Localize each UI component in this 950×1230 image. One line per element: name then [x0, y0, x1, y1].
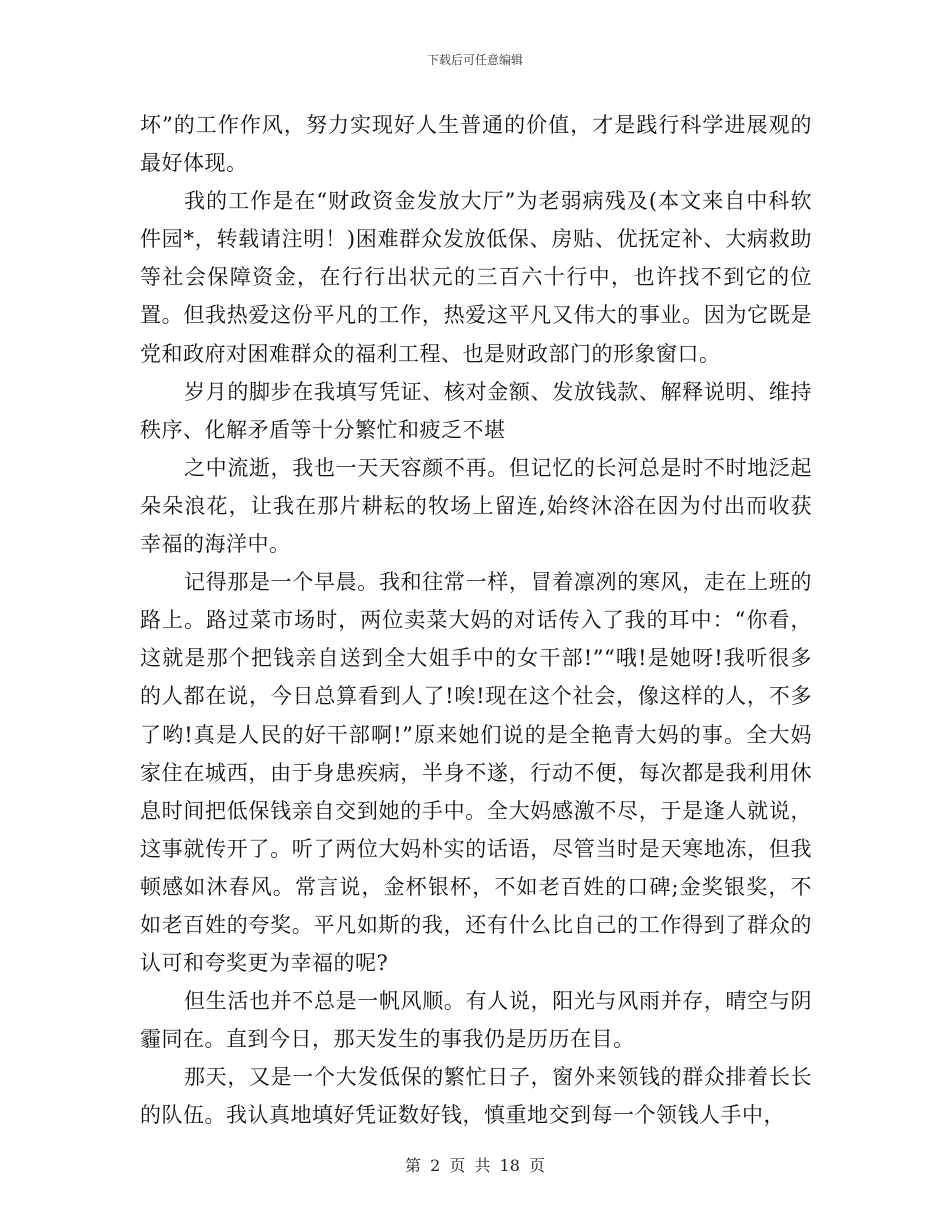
paragraph-that-day: 那天，又是一个大发低保的繁忙日子，窗外来领钱的群众排着长长的队伍。我认真地填好凭证数好钱，慎重地交到每一个领钱人手中，: [140, 1065, 812, 1128]
paragraph-life-not-smooth: 但生活也并不总是一帆风顺。有人说，阳光与风雨并存，晴空与阴霾同在。直到今日，那天发生的事我仍是历历在目。: [140, 989, 812, 1052]
paragraph-years-passing: 岁月的脚步在我填写凭证、核对金额、发放钱款、解释说明、维持秩序、化解矛盾等十分繁忙和疲乏不堪: [140, 379, 812, 442]
paragraph-memories: 之中流逝，我也一天天容颜不再。但记忆的长河总是时不时地泛起朵朵浪花，让我在那片耕耘的牧场上留连,始终沐浴在因为付出而收获幸福的海洋中。: [140, 455, 812, 557]
paragraph-continued: 坏”的工作作风，努力实现好人生普通的价值，才是践行科学进展观的最好体现。: [140, 113, 812, 176]
page-header-note: 下载后可任意编辑: [426, 53, 523, 67]
paragraph-morning-story: 记得那是一个早晨。我和往常一样，冒着凛冽的寒风，走在上班的路上。路过菜市场时，两位卖菜大妈的对话传入了我的耳中：“你看，这就是那个把钱亲自送到全大姐手中的女干部!”“哦!是她呀!我听很多的人都在说，今日总算看到人了!唉!现在这个社会，像这样的人，不多了哟!真是人民的好干部啊!”原来她们说的是全艳青大妈的事。全大妈家住在城西，由于身患疾病，半身不遂，行动不便，每次都是我利用休息时间把低保钱亲自交到她的手中。全大妈感激不尽，于是逢人就说，这事就传开了。听了两位大妈朴实的话语，尽管当时是天寒地冻，但我顿感如沐春风。常言说，金杯银杯，不如老百姓的口碑;金奖银奖，不如老百姓的夸奖。平凡如斯的我，还有什么比自己的工作得到了群众的认可和夸奖更为幸福的呢?: [140, 570, 812, 976]
document-body: [140, 106, 812, 1135]
page-number: 第 2 页 共 18 页: [405, 1156, 545, 1175]
paragraph-work-description: 我的工作是在“财政资金发放大厅”为老弱病残及(本文来自中科软件园*，转载请注明！)困难群众发放低保、房贴、优抚定补、大病救助等社会保障资金，在行行出状元的三百六十行中，也许找不到它的位置。但我热爱这份平凡的工作，热爱这平凡又伟大的事业。因为它既是党和政府对困难群众的福利工程、也是财政部门的形象窗口。: [140, 189, 812, 366]
